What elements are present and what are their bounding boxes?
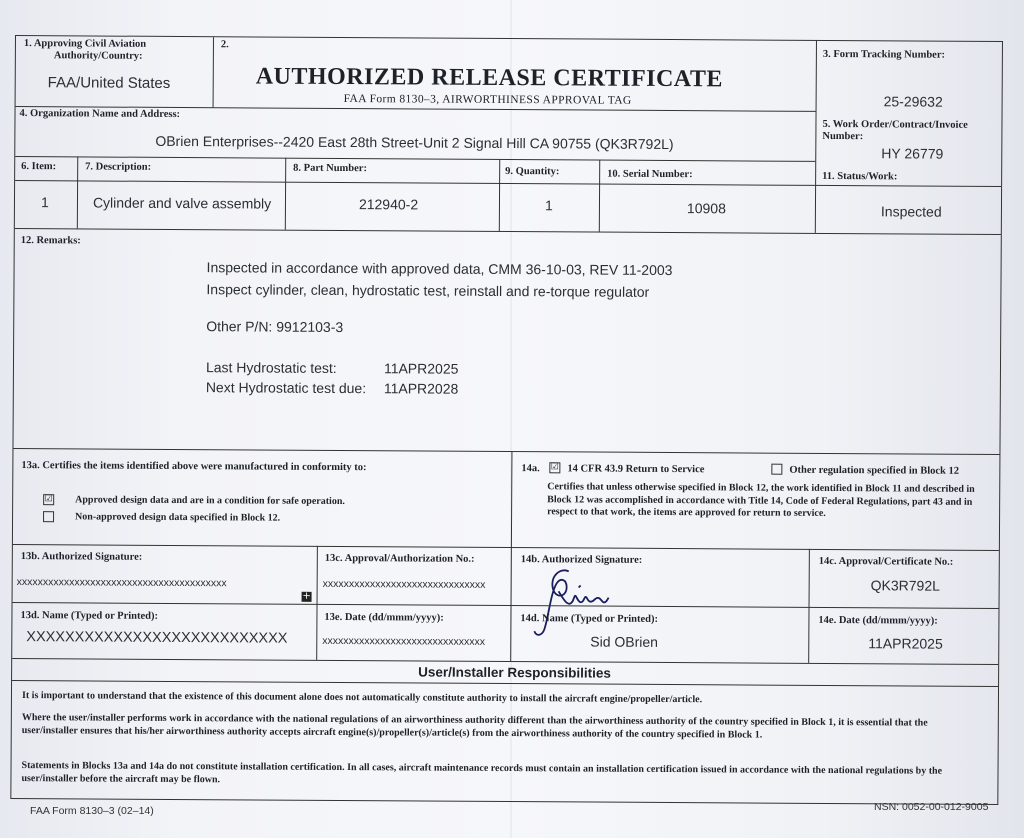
block14a-prefix: 14a.	[521, 463, 540, 475]
option-other-regulation: Other regulation specified in Block 12	[789, 464, 960, 477]
block14a-text: Certifies that unless otherwise specified in Block 12, the work identified in Block 11 and described in Block 12 was accomplished in accordance with Title 14, Code of Federal Regulations, part 43 and in respect to that work, the items are approved for return to service.	[547, 481, 975, 519]
block14d-value: Sid OBrien	[590, 633, 659, 650]
divider	[510, 451, 512, 661]
divider	[13, 448, 999, 455]
block1-label-2: Authority/Country:	[53, 50, 143, 62]
form-subtitle: FAA Form 8130–3, AIRWORTHINESS APPROVAL TAG	[343, 93, 632, 107]
divider	[815, 185, 816, 233]
form-tracking-number: 25-29632	[883, 93, 943, 110]
block13d-value: XXXXXXXXXXXXXXXXXXXXXXXXXXX	[26, 629, 288, 647]
workorder-label-2: Number:	[822, 130, 864, 143]
divider	[499, 159, 500, 231]
footer-nsn: NSN: 0052-00-012-9005	[874, 801, 989, 813]
form-title: AUTHORIZED RELEASE CERTIFICATE	[255, 63, 723, 93]
block13e-label: 13e. Date (dd/mmm/yyyy):	[324, 611, 444, 624]
divider	[12, 680, 998, 687]
option-approved-design: Approved design data and are in a condition for safe operation.	[75, 494, 345, 508]
responsibilities-paragraph-3: Statements in Blocks 13a and 14a do not constitute installation certification. In all cases, aircraft maintenance records must contain an installation certification issued in accordance with the national regulations by the user/installer before the aircraft may be flown.	[21, 760, 943, 785]
responsibilities-heading: User/Installer Responsibilities	[418, 664, 611, 681]
footer-form-number: FAA Form 8130–3 (02–14)	[30, 805, 154, 817]
remarks-label: 12. Remarks:	[20, 235, 81, 247]
remarks-next-test-value: 11APR2028	[383, 380, 459, 397]
block13a-label: 13a. Certifies the items identified above were manufactured in conformity to:	[21, 460, 367, 474]
checkbox-approved-design[interactable]: ☑	[44, 494, 53, 505]
divider	[599, 160, 600, 232]
block13e-value: xxxxxxxxxxxxxxxxxxxxxxxxxxxxxxx	[322, 634, 486, 648]
item-quantity: 1	[544, 197, 553, 214]
block14e-label: 14e. Date (dd/mmm/yyyy):	[818, 614, 938, 627]
divider	[285, 158, 286, 230]
checkbox-other-regulation[interactable]	[771, 464, 782, 475]
remarks-last-test-value: 11APR2025	[383, 360, 459, 377]
item-serial-number: 10908	[686, 200, 726, 217]
block13b-label: 13b. Authorized Signature:	[20, 551, 143, 563]
block14c-value: QK3R792L	[870, 577, 940, 594]
header-item: 6. Item:	[21, 161, 57, 173]
divider	[12, 658, 998, 665]
divider	[213, 37, 214, 107]
workorder-label: 5. Work Order/Contract/Invoice	[822, 118, 968, 131]
block14e-value: 11APR2025	[868, 635, 943, 652]
divider	[13, 544, 999, 551]
block2-label: 2.	[220, 39, 229, 51]
responsibilities-paragraph-1: It is important to understand that the existence of this document alone does not automatically constitute authority to install the aircraft engine/propeller/article.	[21, 690, 703, 706]
certificate-form	[10, 35, 1003, 805]
item-number: 1	[40, 194, 49, 211]
option-return-to-service: 14 CFR 43.9 Return to Service	[567, 463, 705, 476]
block13c-value: xxxxxxxxxxxxxxxxxxxxxxxxxxxxxxx	[322, 577, 486, 591]
workorder-value: HY 26779	[881, 145, 944, 162]
divider	[77, 156, 78, 228]
block1-label: 1. Approving Civil Aviation	[23, 38, 147, 50]
block13d-label: 13d. Name (Typed or Printed):	[20, 610, 159, 622]
header-description: 7. Description:	[85, 161, 152, 173]
divider	[316, 546, 318, 660]
org-value: OBrien Enterprises--2420 East 28th Street-Unit 2 Signal Hill CA 90755 (QK3R792L)	[155, 132, 674, 153]
remarks-last-test-label: Last Hydrostatic test:	[205, 359, 337, 376]
signature-image	[520, 557, 640, 640]
block14c-label: 14c. Approval/Certificate No.:	[818, 555, 954, 568]
item-part-number: 212940-2	[358, 196, 419, 213]
remarks-next-test-label: Next Hydrostatic test due:	[205, 379, 367, 397]
header-serial: 10. Serial Number:	[607, 168, 693, 181]
item-status: Inspected	[880, 203, 942, 220]
org-label: 4. Organization Name and Address:	[19, 108, 181, 121]
option-non-approved-design: Non-approved design data specified in Block 12.	[75, 511, 281, 524]
block14b-label: 14b. Authorized Signature:	[520, 554, 643, 566]
divider	[815, 41, 817, 185]
item-description: Cylinder and valve assembly	[92, 194, 272, 212]
header-status: 11. Status/Work:	[822, 170, 898, 183]
divider	[815, 185, 1001, 187]
block14d-label: 14d. Name (Typed or Printed):	[520, 613, 659, 625]
checkbox-return-to-service[interactable]: ☑	[550, 462, 559, 473]
divider	[15, 228, 1001, 235]
block1-value: FAA/United States	[47, 74, 171, 92]
header-quantity: 9. Quantity:	[505, 165, 560, 178]
remarks-line-1: Inspected in accordance with approved data, CMM 36-10-03, REV 11-2003	[206, 259, 673, 279]
remarks-other-pn: Other P/N: 9912103-3	[206, 318, 344, 336]
plus-icon[interactable]: +	[302, 590, 311, 602]
checkbox-non-approved-design[interactable]	[43, 511, 54, 522]
header-part: 8. Part Number:	[293, 162, 368, 175]
block13c-label: 13c. Approval/Authorization No.:	[324, 552, 475, 565]
responsibilities-paragraph-2: Where the user/installer performs work in accordance with the national regulations of an airworthiness authority different than the airworthiness authority of the country specified in Block 1, it is essential that the user/installer ensures that his/her airworthiness authority accepts aircraft engine(s)/propeller(s)/article(s) from the airworthiness authority of the country specified in Block 1.	[21, 712, 928, 741]
block3-label: 3. Form Tracking Number:	[822, 48, 946, 61]
divider	[15, 180, 815, 186]
remarks-line-2: Inspect cylinder, clean, hydrostatic test, reinstall and re-torque regulator	[206, 281, 650, 300]
divider	[13, 602, 999, 609]
block13b-value: xxxxxxxxxxxxxxxxxxxxxxxxxxxxxxxxxxxxxxxx	[16, 576, 227, 590]
